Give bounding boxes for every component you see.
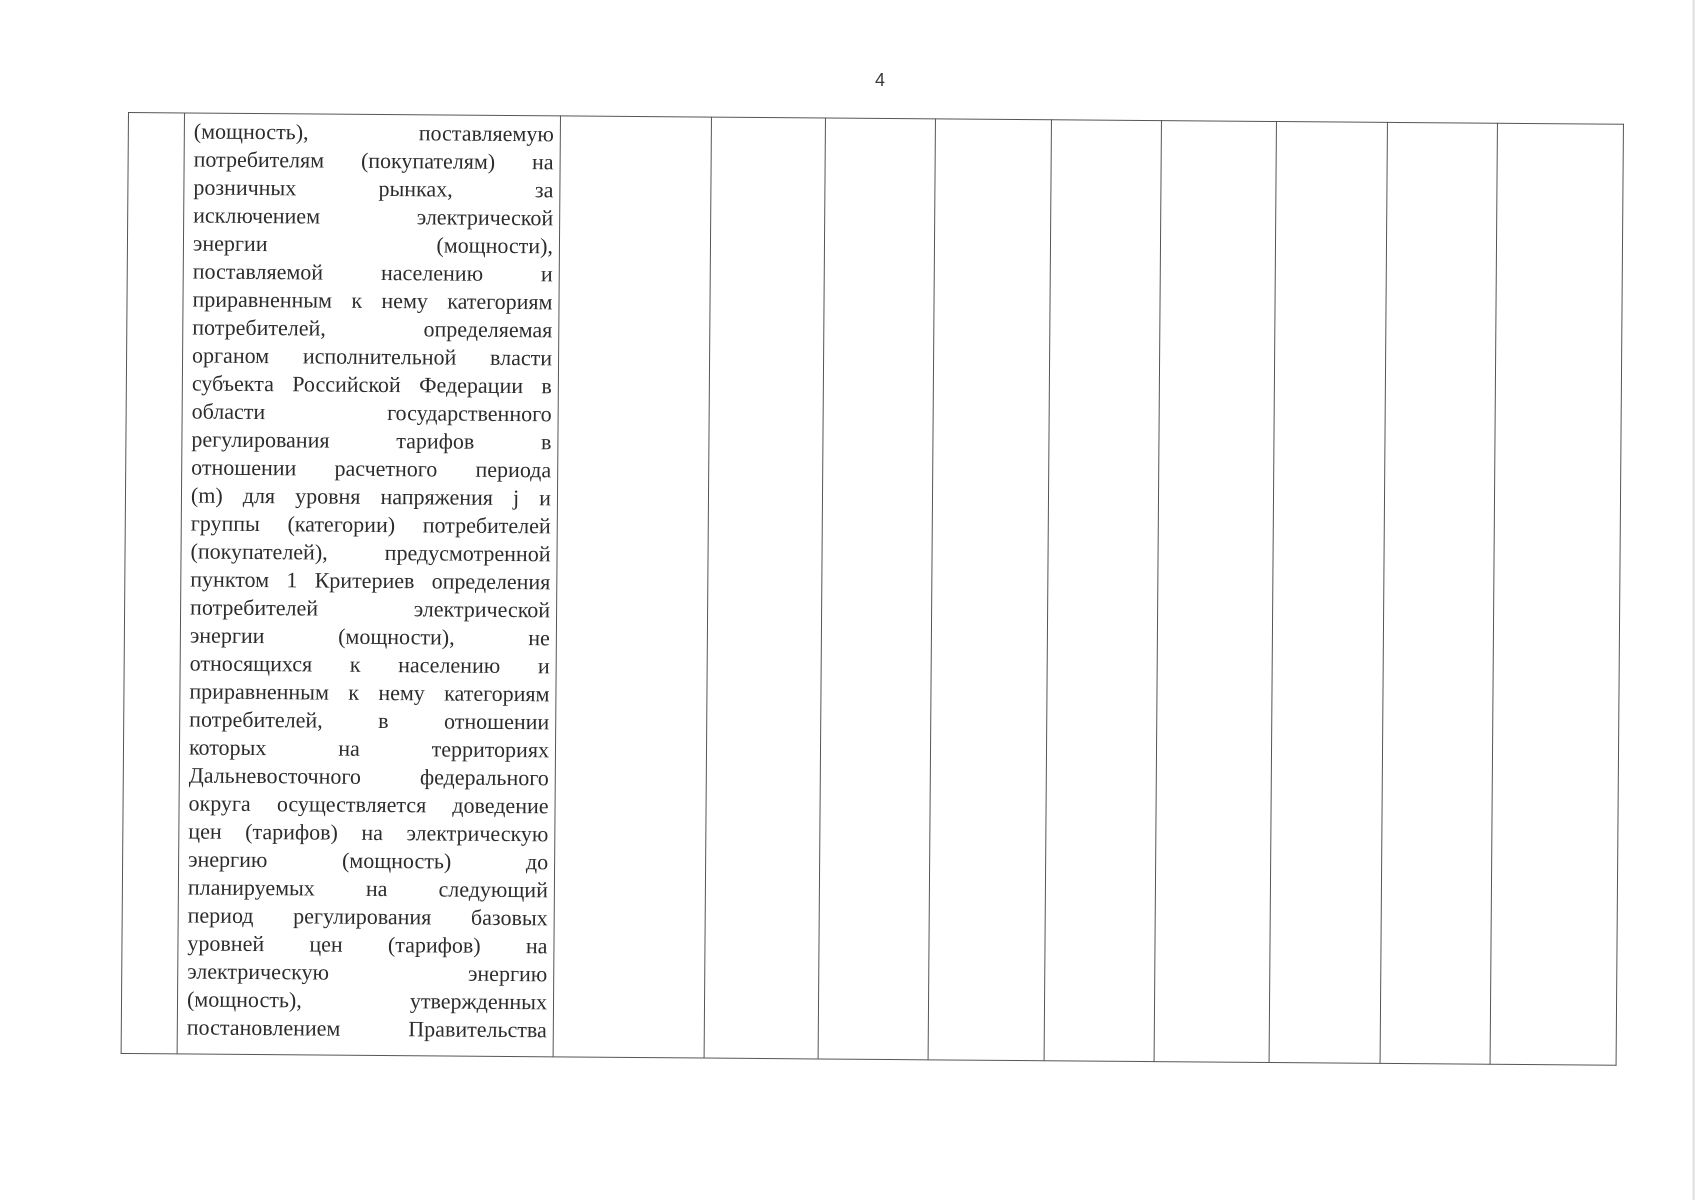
description-line: уровней цен (тарифов) на (187, 930, 548, 959)
description-line: (покупателей), предусмотренной (190, 538, 551, 567)
description-line: субъекта Российской Федерации в (191, 370, 552, 399)
data-table (121, 112, 1624, 1066)
value-cell (1154, 121, 1276, 1063)
description-line: потребителям (покупателям) на (193, 146, 554, 175)
description-line: исключением электрической (193, 202, 554, 231)
description-line: которых на территориях (188, 734, 550, 763)
row-number-cell (121, 113, 184, 1054)
value-cell (704, 117, 825, 1059)
value-cell (818, 118, 935, 1060)
page-number: 4 (874, 70, 885, 90)
description-line: период регулирования базовых (187, 902, 548, 931)
description-line: органом исполнительной власти (191, 342, 553, 371)
description-line: потребителей, в отношении (189, 706, 550, 735)
description-line: приравненным к нему категориям (192, 286, 553, 315)
description-text (178, 113, 560, 1044)
value-cell (553, 116, 711, 1058)
description-line: приравненным к нему категориям (189, 678, 550, 707)
value-cell (1044, 120, 1161, 1062)
description-line: постановлением Правительства (186, 1014, 547, 1043)
table-row (121, 113, 1623, 1066)
scan-edge-shadow (1692, 0, 1695, 1200)
table-container (121, 112, 1623, 1066)
description-line: планируемых на следующий (187, 874, 549, 903)
description-line: розничных рынках, за (193, 174, 554, 203)
description-line: Дальневосточного федерального (188, 762, 549, 791)
description-line: цен (тарифов) на электрическую (188, 818, 549, 847)
description-line: относящихся к населению и (189, 650, 550, 679)
value-cell (1490, 123, 1623, 1065)
description-line: (мощность), утвержденных (186, 986, 548, 1015)
description-line: энергии (мощности), (192, 230, 554, 259)
value-cell (1269, 122, 1387, 1064)
description-line: пунктом 1 Критериев определения (190, 566, 551, 595)
description-line: группы (категории) потребителей (190, 510, 551, 539)
description-line: электрическую энергию (187, 958, 548, 987)
description-line: энергии (мощности), не (189, 622, 550, 651)
value-cell (928, 119, 1051, 1061)
description-cell (177, 113, 560, 1057)
description-line: (мощность), поставляемую (193, 118, 554, 147)
description-line: потребителей, определяемая (192, 314, 553, 343)
description-line: отношении расчетного периода (191, 454, 552, 483)
description-line: (m) для уровня напряжения j и (190, 482, 552, 511)
description-line: потребителей электрической (190, 594, 551, 623)
value-cell (1380, 122, 1497, 1064)
description-line: поставляемой населению и (192, 258, 553, 287)
description-line: энергию (мощность) до (188, 846, 549, 875)
description-line: округа осуществляется доведение (188, 790, 549, 819)
description-line: регулирования тарифов в (191, 426, 552, 455)
description-line: области государственного (191, 398, 552, 427)
